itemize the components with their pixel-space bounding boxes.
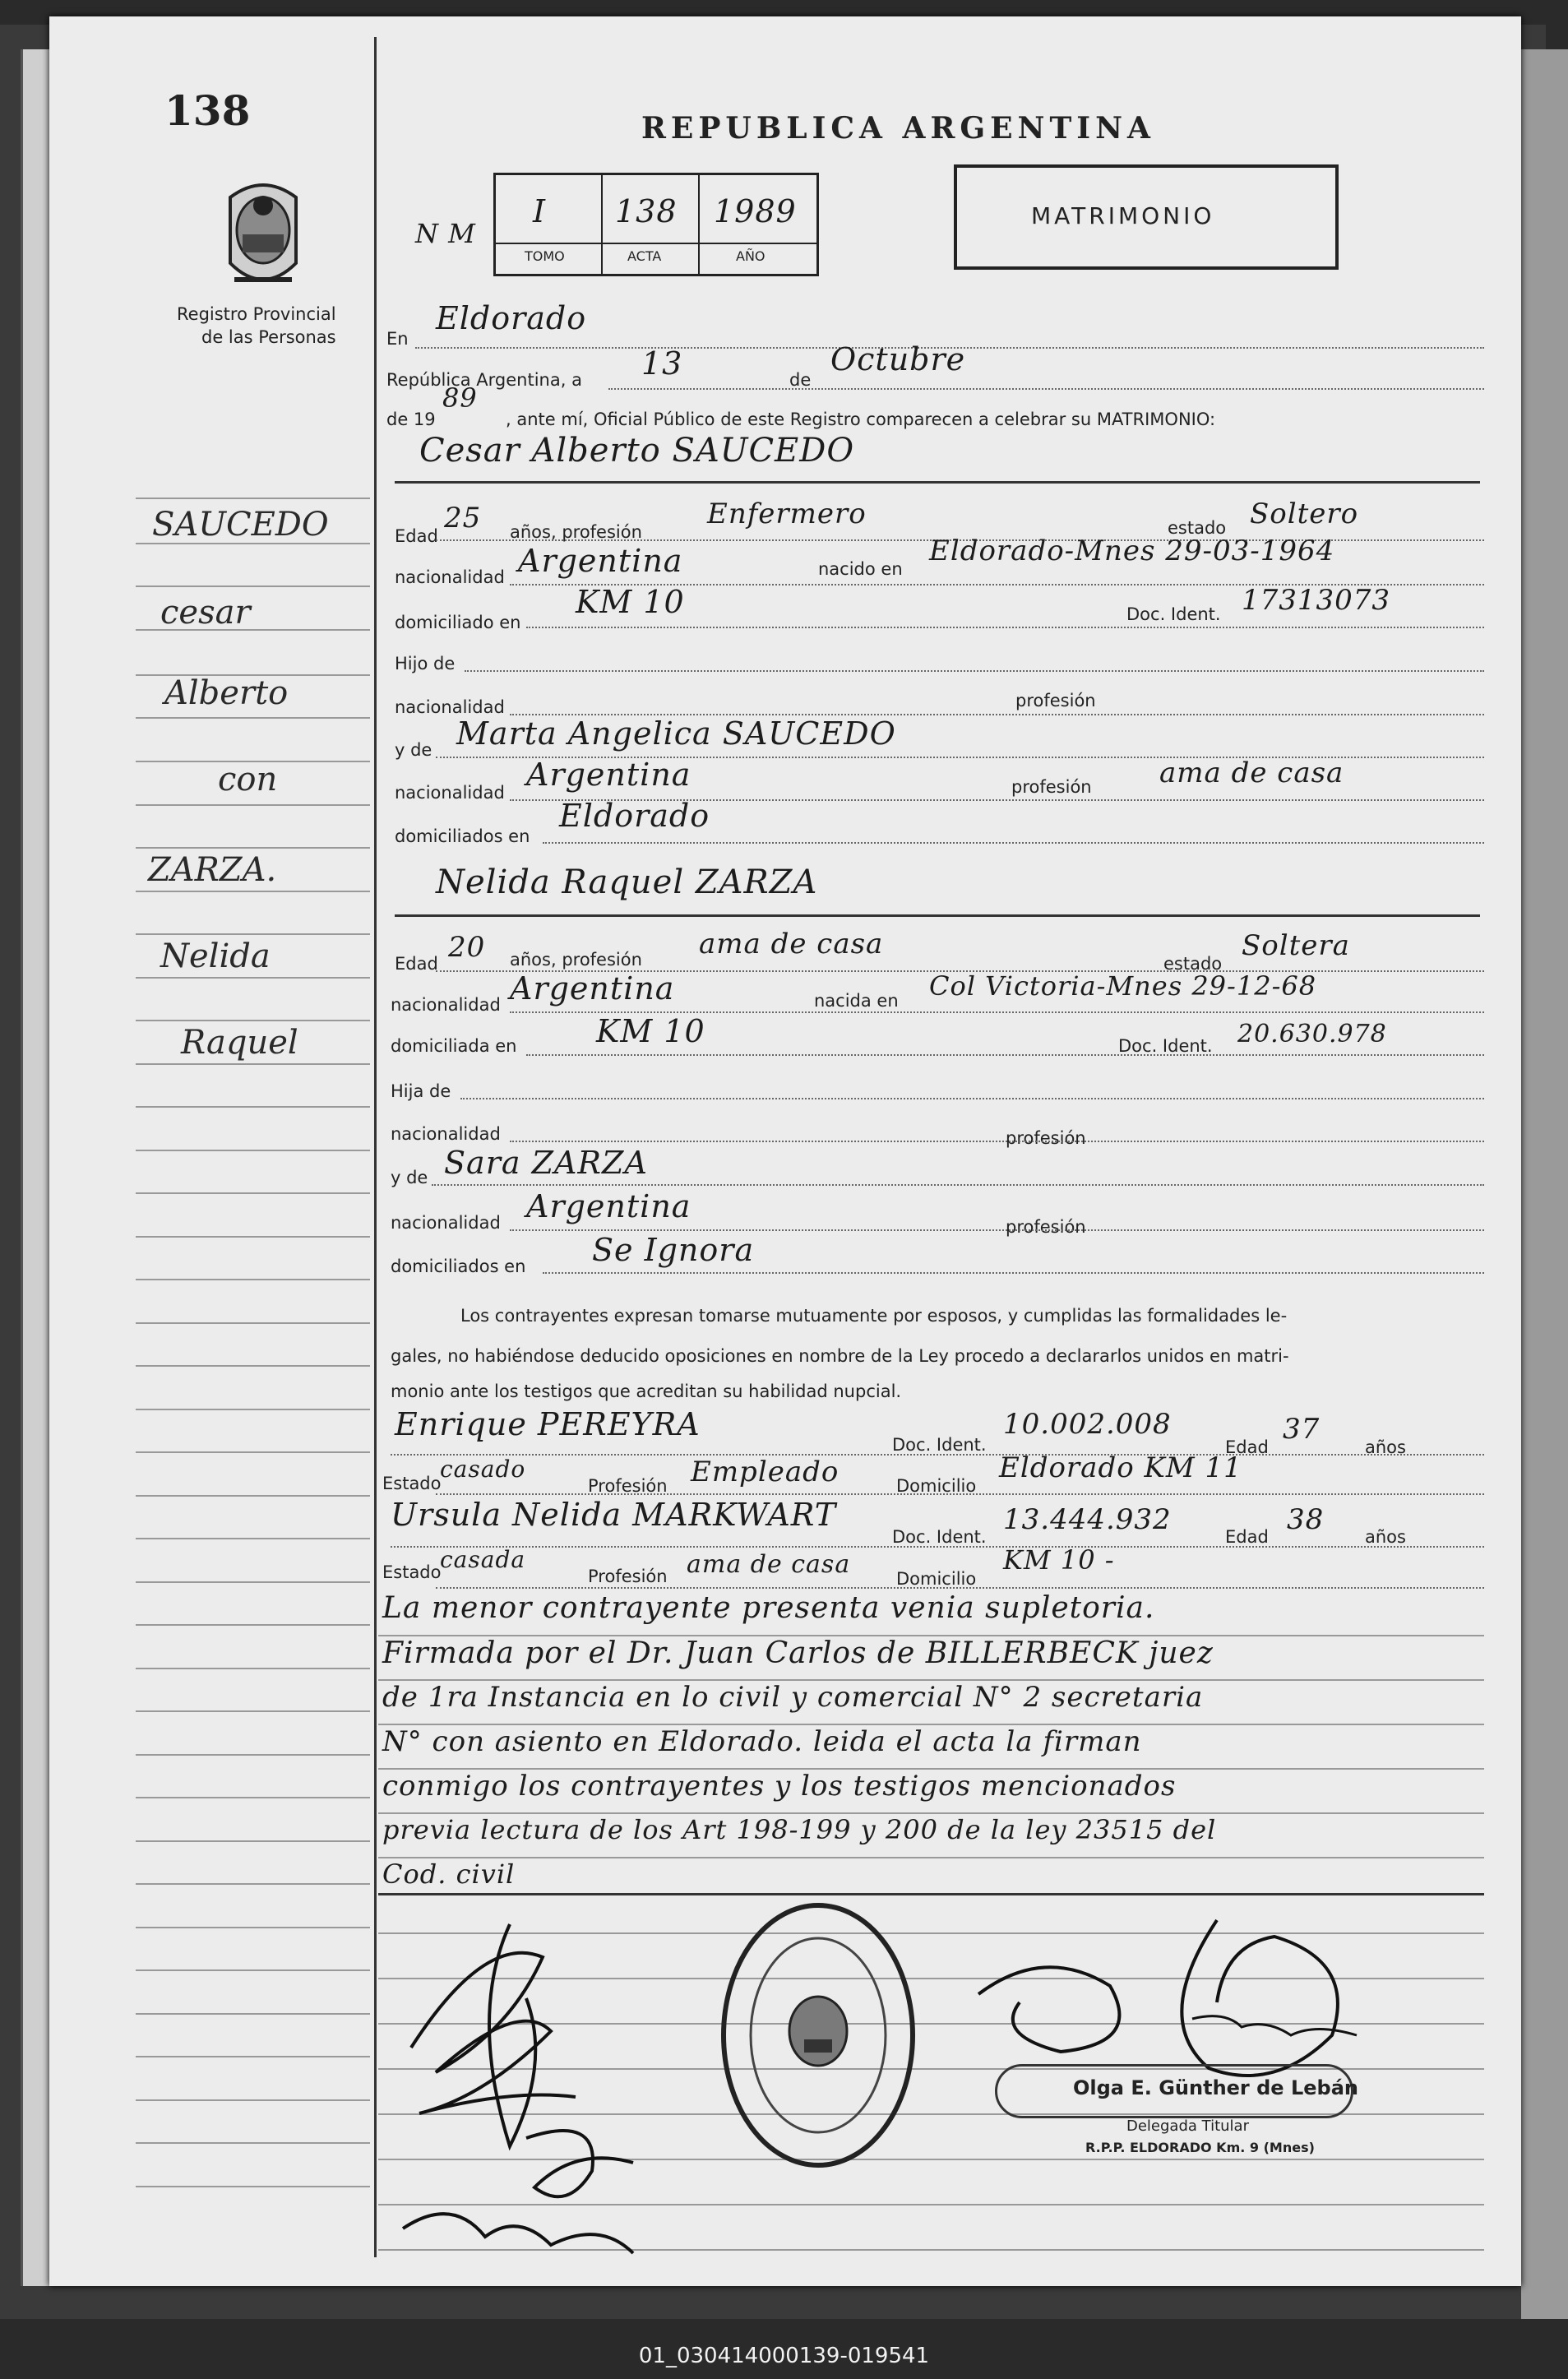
groom-father-nac-label: nacionalidad <box>395 697 505 717</box>
bride-name: Nelida Raquel ZARZA <box>436 863 818 901</box>
groom-parents-domicile: Eldorado <box>559 798 710 834</box>
declaration-line2: gales, no habiéndose deducido oposiciones en nombre de la Ley procedo a declararlos unidos en matri- <box>391 1346 1289 1366</box>
bride-doc-label: Doc. Ident. <box>1118 1036 1213 1056</box>
note-line-6: previa lectura de los Art 198-199 y 200 de la ley 23515 del <box>382 1814 1217 1845</box>
note-line-3: de 1ra Instancia en lo civil y comercial N° 2 secretaria <box>382 1681 1204 1714</box>
witness1-anos-label: años <box>1365 1437 1406 1457</box>
bride-anos-label: años, profesión <box>510 950 642 970</box>
acta-label: ACTA <box>627 248 662 264</box>
intro-day: 13 <box>641 345 683 382</box>
republica-label: República Argentina, a <box>386 370 582 390</box>
note-line-4: N° con asiento en Eldorado. leida el acta la firman <box>382 1725 1142 1758</box>
bride-dom-label: domiciliada en <box>391 1036 517 1056</box>
groom-edad-label: Edad <box>395 526 438 546</box>
registry-seal <box>715 1900 921 2179</box>
witness2-doc-label: Doc. Ident. <box>892 1527 987 1547</box>
groom-nacido-label: nacido en <box>818 559 903 579</box>
bride-estado-label: estado <box>1163 954 1223 974</box>
witness2-profession: ama de casa <box>687 1550 851 1579</box>
groom-profession: Enfermero <box>707 498 867 530</box>
intro-month: Octubre <box>830 341 966 377</box>
official-stamp <box>995 2056 1422 2171</box>
bride-mother: Sara ZARZA <box>444 1145 648 1181</box>
witness1-dom-label: Domicilio <box>896 1476 977 1496</box>
margin-word-2: cesar <box>160 594 251 632</box>
witness1-edad-label: Edad <box>1225 1437 1269 1457</box>
groom-name: Cesar Alberto SAUCEDO <box>419 432 855 470</box>
witness2-dom-label: Domicilio <box>896 1569 977 1589</box>
image-caption: 01_030414000139-019541 <box>638 2344 930 2368</box>
groom-dom-label: domiciliado en <box>395 613 521 632</box>
groom-doc: 17313073 <box>1242 584 1391 617</box>
bride-hija-label: Hija de <box>391 1081 451 1101</box>
witness2-anos-label: años <box>1365 1527 1406 1547</box>
bride-father-nac-label: nacionalidad <box>391 1124 501 1144</box>
groom-nationality: Argentina <box>518 543 683 579</box>
bride-mother-nac-label: nacionalidad <box>391 1213 501 1233</box>
tomo-label: TOMO <box>525 248 565 264</box>
de19-label: de 19 <box>386 410 436 429</box>
anio-label: AÑO <box>736 248 765 264</box>
signature-left <box>386 1900 699 2261</box>
page-number: 138 <box>164 86 251 135</box>
bride-civil-state: Soltera <box>1242 929 1350 962</box>
margin-word-3: Alberto <box>164 674 289 712</box>
bride-nac-label: nacionalidad <box>391 995 501 1015</box>
stamp-role: Delegada Titular <box>1126 2117 1249 2135</box>
groom-age: 25 <box>444 502 482 535</box>
bride-father-prof-label: profesión <box>1006 1128 1086 1148</box>
bride-profession: ama de casa <box>699 928 884 960</box>
groom-nac-label: nacionalidad <box>395 567 505 587</box>
bride-nacida-label: nacida en <box>814 991 899 1011</box>
bride-parents-dom-label: domiciliados en <box>391 1257 526 1276</box>
witness2-estado-label: Estado <box>382 1562 442 1582</box>
witness2-state: casada <box>440 1546 526 1573</box>
margin-word-4: con <box>218 761 278 798</box>
de-label: de <box>789 370 812 390</box>
witness2-domicile: KM 10 - <box>1003 1544 1115 1576</box>
margin-divider <box>374 37 377 2257</box>
intro-year: 89 <box>442 382 478 414</box>
witness2-doc: 13.444.932 <box>1003 1503 1172 1536</box>
bride-domicile: KM 10 <box>596 1013 705 1049</box>
stamp-name: Olga E. Günther de Lebán <box>1073 2076 1358 2099</box>
witness1-age: 37 <box>1283 1413 1321 1446</box>
bride-mother-nationality: Argentina <box>526 1188 691 1224</box>
witness1-domicile: Eldorado KM 11 <box>999 1451 1242 1484</box>
bride-mother-prof-label: profesión <box>1006 1217 1086 1237</box>
margin-word-5: ZARZA. <box>148 851 277 889</box>
groom-father-prof-label: profesión <box>1015 691 1096 710</box>
record-type: MATRIMONIO <box>1031 202 1215 229</box>
groom-hijo-label: Hijo de <box>395 654 456 673</box>
intro-declaration: , ante mí, Oficial Público de este Registro comparecen a celebrar su MATRIMONIO: <box>506 410 1216 429</box>
intro-place: Eldorado <box>436 300 587 336</box>
groom-anos-label: años, profesión <box>510 522 642 542</box>
bride-parents-domicile: Se Ignora <box>592 1232 755 1268</box>
registry-label-line1: Registro Provincial <box>177 304 336 324</box>
witness1-doc-label: Doc. Ident. <box>892 1435 987 1455</box>
witness2-name: Ursula Nelida MARKWART <box>391 1497 837 1533</box>
witness2-age: 38 <box>1287 1503 1325 1536</box>
groom-domicile: KM 10 <box>576 584 685 620</box>
register-page <box>49 16 1521 2286</box>
en-label: En <box>386 329 409 349</box>
bride-edad-label: Edad <box>395 954 438 974</box>
acta-value: 138 <box>615 193 678 229</box>
bride-nationality: Argentina <box>510 970 675 1007</box>
margin-word-1: SAUCEDO <box>152 506 329 544</box>
tomo-value: I <box>533 193 547 229</box>
note-line-1: La menor contrayente presenta venia supletoria. <box>382 1591 1155 1625</box>
groom-civil-state: Soltero <box>1250 498 1359 530</box>
groom-mother-prof-label: profesión <box>1011 777 1092 797</box>
act-handwritten-prefix: N M <box>415 218 476 249</box>
witness1-estado-label: Estado <box>382 1474 442 1493</box>
witness2-edad-label: Edad <box>1225 1527 1269 1547</box>
declaration-line1: Los contrayentes expresan tomarse mutuamente por esposos, y cumplidas las formalidades le- <box>460 1306 1288 1326</box>
adjacent-page-edge <box>1521 49 1568 2319</box>
groom-doc-label: Doc. Ident. <box>1126 604 1221 624</box>
coat-of-arms-icon <box>214 173 312 296</box>
country-title: REPUBLICA ARGENTINA <box>641 111 1155 146</box>
anio-value: 1989 <box>714 193 797 229</box>
groom-yde-label: y de <box>395 740 432 760</box>
groom-mother-profession: ama de casa <box>1159 757 1344 789</box>
witness2-prof-label: Profesión <box>588 1567 668 1586</box>
declaration-line3: monio ante los testigos que acreditan su habilidad nupcial. <box>391 1382 902 1401</box>
groom-birthplace: Eldorado-Mnes 29-03-1964 <box>929 535 1335 567</box>
groom-estado-label: estado <box>1168 518 1227 538</box>
witness1-profession: Empleado <box>691 1456 840 1488</box>
margin-word-7: Raquel <box>181 1024 298 1062</box>
groom-parents-dom-label: domiciliados en <box>395 826 530 846</box>
groom-mother: Marta Angelica SAUCEDO <box>456 715 896 752</box>
note-line-7: Cod. civil <box>382 1858 516 1890</box>
note-line-2: Firmada por el Dr. Juan Carlos de BILLERBECK juez <box>382 1636 1214 1670</box>
bride-doc: 20.630.978 <box>1237 1020 1387 1048</box>
witness1-state: casado <box>440 1456 526 1483</box>
registry-label-line2: de las Personas <box>201 327 336 347</box>
groom-mother-nac-label: nacionalidad <box>395 783 505 803</box>
margin-word-6: Nelida <box>160 937 271 975</box>
groom-mother-nationality: Argentina <box>526 757 691 793</box>
bride-yde-label: y de <box>391 1168 428 1187</box>
witness1-prof-label: Profesión <box>588 1476 668 1496</box>
note-line-5: conmigo los contrayentes y los testigos mencionados <box>382 1770 1177 1803</box>
bride-birthplace: Col Victoria-Mnes 29-12-68 <box>929 970 1317 1002</box>
witness1-doc: 10.002.008 <box>1003 1408 1172 1441</box>
stamp-office: R.P.P. ELDORADO Km. 9 (Mnes) <box>1085 2140 1315 2155</box>
bride-age: 20 <box>448 931 486 964</box>
record-type-box <box>954 164 1339 270</box>
witness1-name: Enrique PEREYRA <box>395 1406 701 1442</box>
act-number-box <box>493 173 819 276</box>
